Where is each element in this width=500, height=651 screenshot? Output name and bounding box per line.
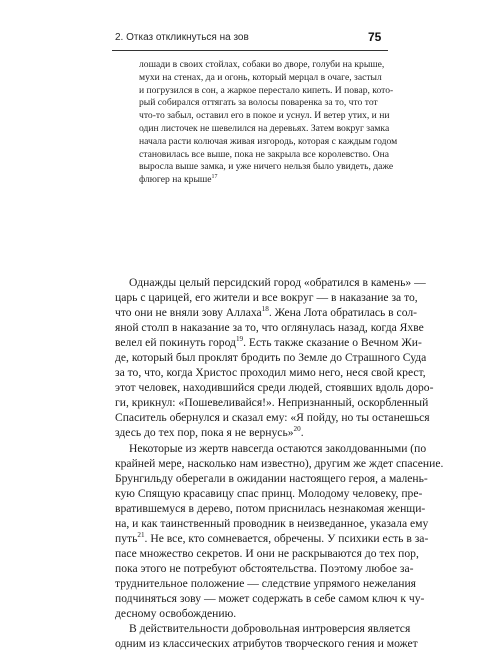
paragraph-line: пасе множество секретов. И они не раскрываются до тех пор, [115, 546, 419, 560]
paragraph-line: труднительное положение — следствие упрямого нежелания [115, 576, 417, 590]
paragraph-line-text: . Не все, кто сомневается, обречены. У психики есть в за- [144, 531, 429, 545]
quote-line: становилась все выше, пока не закрыла все королевство. Она [139, 148, 390, 160]
paragraph-line: царь с царицей, его жители и все вокруг — в наказание за то, [115, 291, 418, 305]
paragraph-line: этот человек, находившийся среди людей, стоявших вдоль доро- [115, 381, 434, 395]
paragraph-line-text: путь [115, 531, 138, 545]
quote-line: начала расти колючая живая изгородь, которая с каждым годом [139, 135, 398, 147]
paragraph-line: ги, крикнул: «Пошевеливайся!». Непризнанный, оскорбленный [115, 396, 429, 410]
paragraph-line: Брунгильду оберегали в ожидании настоящего героя, а малень- [115, 471, 428, 485]
paragraph-line [115, 305, 417, 320]
footnote-marker: 21 [137, 530, 145, 539]
paragraph-line: пока этого не потребуют обстоятельства. Поэтому любое за- [115, 561, 414, 575]
footnote-marker: 17 [211, 173, 218, 180]
paragraph-line: В действительности добровольная интроверсия является [129, 622, 411, 636]
paragraph-line: за то, что, когда Христос проходил мимо него, неся свой крест, [115, 366, 426, 380]
quote-line: один листочек не шевелился на деревьях. Затем вокруг замка [139, 122, 390, 134]
quote-line: рый собирался оттягать за волосы поваренка за то, что тот [139, 97, 378, 109]
running-title: 2. Отказ откликнуться на зов [115, 32, 249, 43]
paragraph-line-text: здесь до тех пор, пока я не вернусь» [115, 426, 294, 440]
footnote-marker: 20 [293, 425, 301, 434]
paragraph-line: десному освобождению. [115, 607, 237, 621]
paragraph-line: подчиняться зову — может содержать в себе самом ключ к чу- [115, 591, 425, 605]
paragraph-line [115, 530, 429, 546]
quote-line [139, 174, 373, 187]
paragraph-line: крайней мере, насколько нам известно), другим же ждет спасение. [115, 456, 444, 470]
paragraph-line: Некоторые из жертв навсегда остаются заколдованными (по [129, 441, 427, 455]
paragraph-line: Спаситель обернулся и сказал ему: «Я пойду, но ты останешься [115, 411, 430, 425]
quote-line: выросла выше замка, и уже ничего нельзя было увидеть, даже [139, 161, 394, 173]
paragraph-line-text: . Есть также сказание о Вечном Жи- [243, 336, 422, 350]
paragraph-line-text: . Жена Лота обратилась в сол- [268, 306, 417, 320]
header-rule [112, 50, 388, 51]
page-header [0, 30, 500, 50]
paragraph-line-text: велел ей покинуть город [115, 336, 236, 350]
paragraph-line: вратившемуся в дерево, потом приснилась незнакомая женщи- [115, 501, 426, 515]
paragraph-line-text: что они не вняли зову Аллаха [115, 306, 262, 320]
paragraph-line: на, и как таинственный проводник в неизведанное, указала ему [115, 516, 429, 530]
paragraph-line-text: . [300, 426, 304, 440]
block-quote [139, 59, 398, 187]
quote-line: что-то забыл, оставил его в покое и уснул. И ветер утих, и ни [139, 110, 390, 122]
paragraph-line [115, 425, 385, 440]
footnote-marker: 18 [261, 305, 269, 314]
body-text [115, 275, 444, 651]
paragraph-line: одним из классических атрибутов творческого гения и может [115, 637, 418, 651]
footnote-marker: 19 [235, 335, 244, 344]
paragraph-line: де, который был проклят бродить по Земле до Страшного Суда [115, 351, 427, 365]
page-number: 75 [368, 30, 382, 44]
quote-line: лошади в своих стойлах, собаки во дворе, голуби на крыше, [139, 59, 385, 70]
paragraph-line: кую Спящую красавицу спас принц. Молодому человеку, пре- [115, 486, 423, 500]
quote-line-text: флюгер на крыше [139, 174, 212, 186]
quote-line: и погрузился в сон, а жаркое перестало кипеть. И повар, кото- [139, 84, 394, 96]
paragraph-line: Однажды целый персидский город «обратился в камень» — [129, 276, 426, 289]
paragraph-line: яной столп в наказание за то, что оглянулась назад, когда Яхве [115, 321, 424, 335]
paragraph-line [115, 335, 422, 350]
quote-line: мухи на стенах, да и огонь, который мерцал в очаге, застыл [139, 71, 382, 83]
